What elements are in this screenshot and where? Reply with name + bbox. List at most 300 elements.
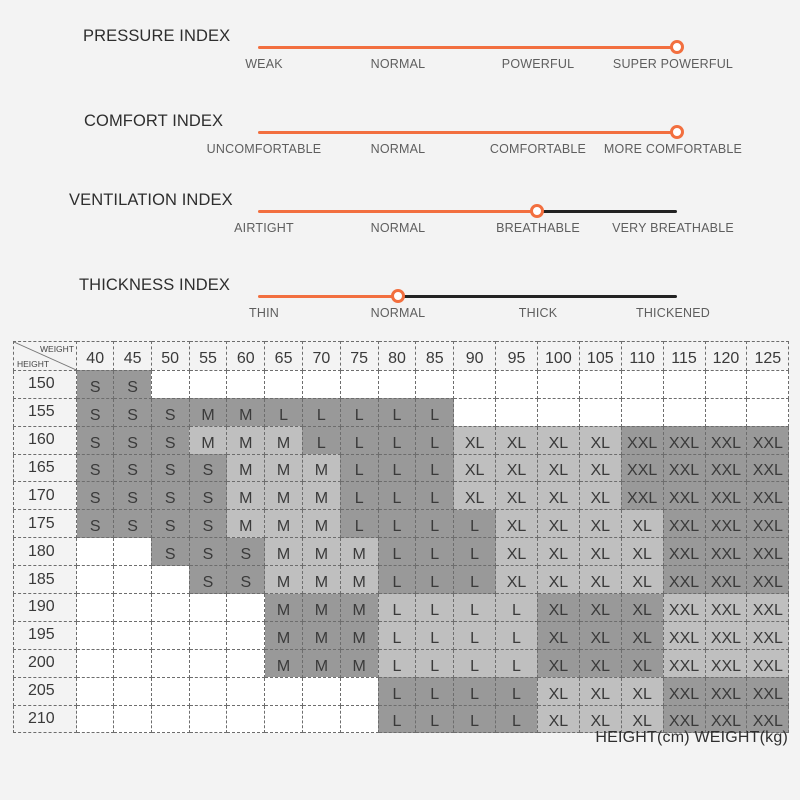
index-track-filled bbox=[258, 131, 677, 134]
size-cell: XL bbox=[579, 594, 621, 622]
size-cell: XL bbox=[537, 649, 579, 677]
size-cell: L bbox=[265, 398, 303, 426]
size-cell bbox=[302, 677, 340, 705]
size-cell: L bbox=[378, 677, 416, 705]
size-cell: S bbox=[77, 510, 114, 538]
size-cell bbox=[454, 370, 496, 398]
size-cell bbox=[663, 398, 705, 426]
size-cell: XL bbox=[621, 566, 663, 594]
size-cell: XXL bbox=[705, 566, 747, 594]
size-cell: XL bbox=[537, 677, 579, 705]
size-cell: XL bbox=[454, 454, 496, 482]
size-cell: XXL bbox=[663, 677, 705, 705]
size-cell: L bbox=[496, 649, 538, 677]
size-cell: S bbox=[189, 566, 227, 594]
size-cell bbox=[114, 677, 151, 705]
size-cell: M bbox=[340, 566, 378, 594]
size-cell: S bbox=[151, 482, 189, 510]
size-cell: XXL bbox=[747, 482, 789, 510]
size-cell: M bbox=[302, 510, 340, 538]
height-header-200: 200 bbox=[14, 649, 77, 677]
size-cell: XXL bbox=[663, 594, 705, 622]
size-cell bbox=[151, 649, 189, 677]
index-comfort-index bbox=[0, 110, 800, 190]
size-cell: M bbox=[265, 621, 303, 649]
size-cell: S bbox=[227, 538, 265, 566]
height-header-185: 185 bbox=[14, 566, 77, 594]
size-cell: S bbox=[151, 426, 189, 454]
size-cell bbox=[77, 705, 114, 733]
size-cell: M bbox=[227, 454, 265, 482]
size-cell bbox=[77, 566, 114, 594]
index-track-filled bbox=[258, 46, 677, 49]
size-cell: L bbox=[416, 426, 454, 454]
size-cell bbox=[454, 398, 496, 426]
size-cell: M bbox=[265, 482, 303, 510]
size-cell: XL bbox=[537, 538, 579, 566]
size-cell: S bbox=[151, 398, 189, 426]
size-cell: XL bbox=[537, 621, 579, 649]
size-cell: L bbox=[454, 594, 496, 622]
size-cell: XXL bbox=[663, 454, 705, 482]
size-cell: XL bbox=[496, 510, 538, 538]
weight-header-100: 100 bbox=[537, 342, 579, 371]
size-cell: L bbox=[454, 677, 496, 705]
size-cell: S bbox=[189, 538, 227, 566]
size-cell: XL bbox=[537, 566, 579, 594]
size-cell: M bbox=[265, 649, 303, 677]
size-cell: L bbox=[416, 705, 454, 733]
size-cell: M bbox=[227, 426, 265, 454]
index-knob bbox=[391, 289, 405, 303]
weight-header-95: 95 bbox=[496, 342, 538, 371]
size-cell bbox=[151, 705, 189, 733]
size-cell: XL bbox=[621, 538, 663, 566]
size-cell: XXL bbox=[747, 510, 789, 538]
size-cell: M bbox=[302, 621, 340, 649]
index-knob bbox=[670, 40, 684, 54]
size-cell: XL bbox=[579, 482, 621, 510]
weight-header-55: 55 bbox=[189, 342, 227, 371]
height-header-205: 205 bbox=[14, 677, 77, 705]
size-cell: XL bbox=[621, 621, 663, 649]
size-cell: S bbox=[151, 538, 189, 566]
size-cell: XXL bbox=[663, 566, 705, 594]
size-cell: XL bbox=[579, 510, 621, 538]
corner-height-label: HEIGHT bbox=[17, 358, 50, 369]
size-cell: XL bbox=[454, 426, 496, 454]
size-cell bbox=[705, 398, 747, 426]
size-cell bbox=[114, 649, 151, 677]
size-cell: L bbox=[378, 426, 416, 454]
size-cell bbox=[189, 677, 227, 705]
table-row bbox=[14, 482, 789, 510]
size-cell: L bbox=[340, 454, 378, 482]
size-cell bbox=[579, 370, 621, 398]
size-cell: XXL bbox=[663, 649, 705, 677]
index-level-label: WEAK bbox=[245, 57, 283, 71]
height-header-160: 160 bbox=[14, 426, 77, 454]
weight-header-80: 80 bbox=[378, 342, 416, 371]
index-track-empty bbox=[398, 295, 677, 298]
size-cell: XL bbox=[579, 454, 621, 482]
size-cell: XL bbox=[579, 538, 621, 566]
size-cell bbox=[416, 370, 454, 398]
index-level-label: UNCOMFORTABLE bbox=[206, 142, 322, 156]
index-level-label: NORMAL bbox=[370, 142, 426, 156]
weight-header-115: 115 bbox=[663, 342, 705, 371]
size-cell: L bbox=[378, 454, 416, 482]
size-cell: L bbox=[340, 426, 378, 454]
weight-header-75: 75 bbox=[340, 342, 378, 371]
size-cell bbox=[227, 677, 265, 705]
size-cell: L bbox=[378, 566, 416, 594]
index-level-label: NORMAL bbox=[370, 221, 426, 235]
table-row bbox=[14, 677, 789, 705]
size-cell: M bbox=[302, 454, 340, 482]
size-cell: L bbox=[454, 705, 496, 733]
size-cell: L bbox=[496, 677, 538, 705]
index-level-label: SUPER POWERFUL bbox=[612, 57, 734, 71]
size-cell bbox=[151, 621, 189, 649]
size-cell: L bbox=[416, 649, 454, 677]
size-cell bbox=[537, 370, 579, 398]
size-cell bbox=[189, 594, 227, 622]
size-cell bbox=[227, 621, 265, 649]
size-cell: L bbox=[416, 454, 454, 482]
size-cell bbox=[265, 370, 303, 398]
size-cell bbox=[579, 398, 621, 426]
index-ventilation-index bbox=[0, 189, 800, 269]
weight-header-40: 40 bbox=[77, 342, 114, 371]
size-cell bbox=[302, 705, 340, 733]
index-title: VENTILATION INDEX bbox=[69, 191, 233, 209]
size-cell bbox=[77, 649, 114, 677]
size-cell: L bbox=[302, 426, 340, 454]
weight-header-85: 85 bbox=[416, 342, 454, 371]
size-cell bbox=[227, 594, 265, 622]
height-header-180: 180 bbox=[14, 538, 77, 566]
size-cell: XL bbox=[579, 621, 621, 649]
size-cell: S bbox=[77, 426, 114, 454]
size-cell bbox=[663, 370, 705, 398]
size-cell: M bbox=[189, 426, 227, 454]
size-cell: L bbox=[416, 482, 454, 510]
size-cell: XXL bbox=[747, 649, 789, 677]
size-cell: M bbox=[227, 482, 265, 510]
size-cell: XL bbox=[496, 426, 538, 454]
index-title: COMFORT INDEX bbox=[84, 112, 224, 130]
size-cell: L bbox=[416, 621, 454, 649]
size-cell: XXL bbox=[621, 454, 663, 482]
size-cell bbox=[151, 370, 189, 398]
weight-header-60: 60 bbox=[227, 342, 265, 371]
size-cell bbox=[340, 677, 378, 705]
table-row bbox=[14, 454, 789, 482]
size-cell bbox=[496, 370, 538, 398]
index-level-label: BREATHABLE bbox=[496, 221, 580, 235]
size-cell: XXL bbox=[747, 621, 789, 649]
size-cell: XL bbox=[537, 426, 579, 454]
weight-header-110: 110 bbox=[621, 342, 663, 371]
table-row bbox=[14, 398, 789, 426]
weight-header-row bbox=[14, 342, 789, 371]
size-cell bbox=[265, 705, 303, 733]
size-cell: XL bbox=[579, 649, 621, 677]
size-cell: L bbox=[416, 510, 454, 538]
size-cell: L bbox=[378, 621, 416, 649]
size-cell: M bbox=[265, 426, 303, 454]
size-cell: XXL bbox=[705, 426, 747, 454]
size-cell bbox=[227, 649, 265, 677]
size-cell: XXL bbox=[663, 510, 705, 538]
weight-header-120: 120 bbox=[705, 342, 747, 371]
corner-cell bbox=[14, 342, 77, 371]
size-cell: M bbox=[340, 621, 378, 649]
size-cell: XXL bbox=[663, 426, 705, 454]
size-cell bbox=[77, 621, 114, 649]
index-level-label: VERY BREATHABLE bbox=[612, 221, 734, 235]
size-cell bbox=[340, 370, 378, 398]
size-cell: XXL bbox=[747, 538, 789, 566]
size-cell: XXL bbox=[705, 538, 747, 566]
index-level-label: THIN bbox=[249, 306, 279, 320]
size-cell: XL bbox=[537, 705, 579, 733]
index-knob bbox=[670, 125, 684, 139]
size-cell: S bbox=[189, 510, 227, 538]
size-cell bbox=[705, 370, 747, 398]
size-cell: XXL bbox=[705, 594, 747, 622]
size-cell bbox=[265, 677, 303, 705]
index-level-label: NORMAL bbox=[370, 306, 426, 320]
size-cell: L bbox=[496, 621, 538, 649]
size-cell: XL bbox=[496, 482, 538, 510]
size-cell: XXL bbox=[663, 538, 705, 566]
size-cell bbox=[227, 705, 265, 733]
index-level-label: POWERFUL bbox=[501, 57, 575, 71]
size-cell: L bbox=[416, 677, 454, 705]
weight-header-125: 125 bbox=[747, 342, 789, 371]
size-cell: L bbox=[302, 398, 340, 426]
weight-header-45: 45 bbox=[114, 342, 151, 371]
size-cell: XXL bbox=[705, 482, 747, 510]
size-cell bbox=[77, 677, 114, 705]
size-cell: XL bbox=[537, 594, 579, 622]
size-cell: S bbox=[114, 454, 151, 482]
size-cell: XXL bbox=[747, 705, 789, 733]
size-cell: S bbox=[189, 454, 227, 482]
index-level-label: MORE COMFORTABLE bbox=[603, 142, 743, 156]
size-cell bbox=[114, 621, 151, 649]
size-cell bbox=[77, 594, 114, 622]
size-cell: XXL bbox=[705, 621, 747, 649]
size-cell: XXL bbox=[747, 566, 789, 594]
height-header-190: 190 bbox=[14, 594, 77, 622]
size-cell: L bbox=[340, 398, 378, 426]
size-cell: S bbox=[77, 398, 114, 426]
size-cell: L bbox=[340, 510, 378, 538]
size-cell: XL bbox=[621, 705, 663, 733]
index-level-label: AIRTIGHT bbox=[234, 221, 294, 235]
height-header-155: 155 bbox=[14, 398, 77, 426]
size-cell bbox=[496, 398, 538, 426]
size-cell bbox=[151, 594, 189, 622]
table-row bbox=[14, 426, 789, 454]
size-cell: XXL bbox=[747, 677, 789, 705]
size-cell: XL bbox=[579, 566, 621, 594]
index-level-label: COMFORTABLE bbox=[489, 142, 587, 156]
size-cell: L bbox=[454, 621, 496, 649]
size-cell: XL bbox=[621, 649, 663, 677]
size-cell bbox=[114, 538, 151, 566]
size-cell bbox=[151, 677, 189, 705]
size-cell: XL bbox=[579, 705, 621, 733]
size-cell bbox=[340, 705, 378, 733]
size-cell: XL bbox=[579, 426, 621, 454]
size-cell: L bbox=[378, 649, 416, 677]
index-level-label: THICK bbox=[518, 306, 558, 320]
table-row bbox=[14, 370, 789, 398]
size-cell: S bbox=[77, 454, 114, 482]
table-row bbox=[14, 621, 789, 649]
size-cell: L bbox=[416, 566, 454, 594]
index-level-label: NORMAL bbox=[370, 57, 426, 71]
size-cell: L bbox=[454, 649, 496, 677]
size-cell: M bbox=[302, 482, 340, 510]
size-cell: L bbox=[340, 482, 378, 510]
size-cell: XXL bbox=[705, 677, 747, 705]
index-knob bbox=[530, 204, 544, 218]
size-cell: S bbox=[77, 370, 114, 398]
size-cell bbox=[189, 621, 227, 649]
size-cell: XXL bbox=[705, 510, 747, 538]
size-cell bbox=[378, 370, 416, 398]
size-cell: XL bbox=[537, 482, 579, 510]
size-cell: S bbox=[114, 510, 151, 538]
size-cell: L bbox=[378, 482, 416, 510]
size-cell: XXL bbox=[663, 482, 705, 510]
size-chart-table bbox=[13, 341, 789, 733]
size-cell: M bbox=[227, 510, 265, 538]
weight-header-105: 105 bbox=[579, 342, 621, 371]
size-cell: M bbox=[302, 566, 340, 594]
table-row bbox=[14, 649, 789, 677]
size-cell: M bbox=[340, 594, 378, 622]
size-cell: M bbox=[302, 538, 340, 566]
size-cell: M bbox=[340, 649, 378, 677]
size-cell: XL bbox=[496, 538, 538, 566]
size-cell: L bbox=[416, 594, 454, 622]
size-cell: XL bbox=[496, 566, 538, 594]
size-cell bbox=[227, 370, 265, 398]
size-cell bbox=[621, 398, 663, 426]
size-cell: S bbox=[77, 482, 114, 510]
height-header-170: 170 bbox=[14, 482, 77, 510]
size-cell: S bbox=[151, 454, 189, 482]
index-title: PRESSURE INDEX bbox=[83, 27, 231, 45]
size-cell: XXL bbox=[705, 454, 747, 482]
size-cell: XXL bbox=[621, 482, 663, 510]
size-cell: XL bbox=[621, 510, 663, 538]
size-cell: XXL bbox=[747, 454, 789, 482]
size-cell: L bbox=[416, 538, 454, 566]
size-cell: XL bbox=[621, 594, 663, 622]
size-cell: M bbox=[265, 454, 303, 482]
size-cell: L bbox=[378, 510, 416, 538]
size-cell: XXL bbox=[705, 705, 747, 733]
size-cell: S bbox=[114, 370, 151, 398]
size-cell: S bbox=[114, 426, 151, 454]
size-cell: M bbox=[189, 398, 227, 426]
height-header-175: 175 bbox=[14, 510, 77, 538]
table-row bbox=[14, 538, 789, 566]
size-cell: M bbox=[265, 594, 303, 622]
size-cell: S bbox=[189, 482, 227, 510]
size-cell bbox=[114, 566, 151, 594]
size-cell: L bbox=[378, 538, 416, 566]
weight-header-90: 90 bbox=[454, 342, 496, 371]
weight-header-50: 50 bbox=[151, 342, 189, 371]
size-cell: L bbox=[378, 594, 416, 622]
size-cell: XL bbox=[579, 677, 621, 705]
size-cell: XL bbox=[621, 677, 663, 705]
size-cell: M bbox=[302, 594, 340, 622]
size-cell: S bbox=[114, 398, 151, 426]
size-cell: S bbox=[114, 482, 151, 510]
size-cell: M bbox=[302, 649, 340, 677]
size-cell bbox=[189, 370, 227, 398]
size-cell: L bbox=[378, 705, 416, 733]
size-cell: M bbox=[265, 538, 303, 566]
size-cell: M bbox=[265, 510, 303, 538]
size-cell: S bbox=[151, 510, 189, 538]
size-cell: XXL bbox=[747, 426, 789, 454]
size-cell: XXL bbox=[705, 649, 747, 677]
size-cell bbox=[537, 398, 579, 426]
size-cell bbox=[114, 594, 151, 622]
size-cell: XXL bbox=[747, 594, 789, 622]
weight-header-70: 70 bbox=[302, 342, 340, 371]
size-cell bbox=[189, 649, 227, 677]
index-track-filled bbox=[258, 295, 398, 298]
size-cell: XXL bbox=[621, 426, 663, 454]
index-pressure-index bbox=[0, 25, 800, 105]
index-track-filled bbox=[258, 210, 537, 213]
size-cell: L bbox=[454, 566, 496, 594]
size-cell bbox=[302, 370, 340, 398]
size-cell: L bbox=[496, 594, 538, 622]
size-cell bbox=[114, 705, 151, 733]
size-cell bbox=[747, 370, 789, 398]
height-header-210: 210 bbox=[14, 705, 77, 733]
size-cell: M bbox=[340, 538, 378, 566]
size-cell: XL bbox=[537, 510, 579, 538]
height-header-165: 165 bbox=[14, 454, 77, 482]
table-row bbox=[14, 566, 789, 594]
size-cell: L bbox=[454, 538, 496, 566]
size-cell: XL bbox=[496, 454, 538, 482]
table-row bbox=[14, 594, 789, 622]
size-cell: M bbox=[227, 398, 265, 426]
size-cell bbox=[621, 370, 663, 398]
size-cell: S bbox=[227, 566, 265, 594]
index-level-label: THICKENED bbox=[635, 306, 711, 320]
size-cell: L bbox=[454, 510, 496, 538]
size-cell: XL bbox=[537, 454, 579, 482]
height-header-195: 195 bbox=[14, 621, 77, 649]
size-cell: XXL bbox=[663, 621, 705, 649]
index-track-empty bbox=[537, 210, 677, 213]
